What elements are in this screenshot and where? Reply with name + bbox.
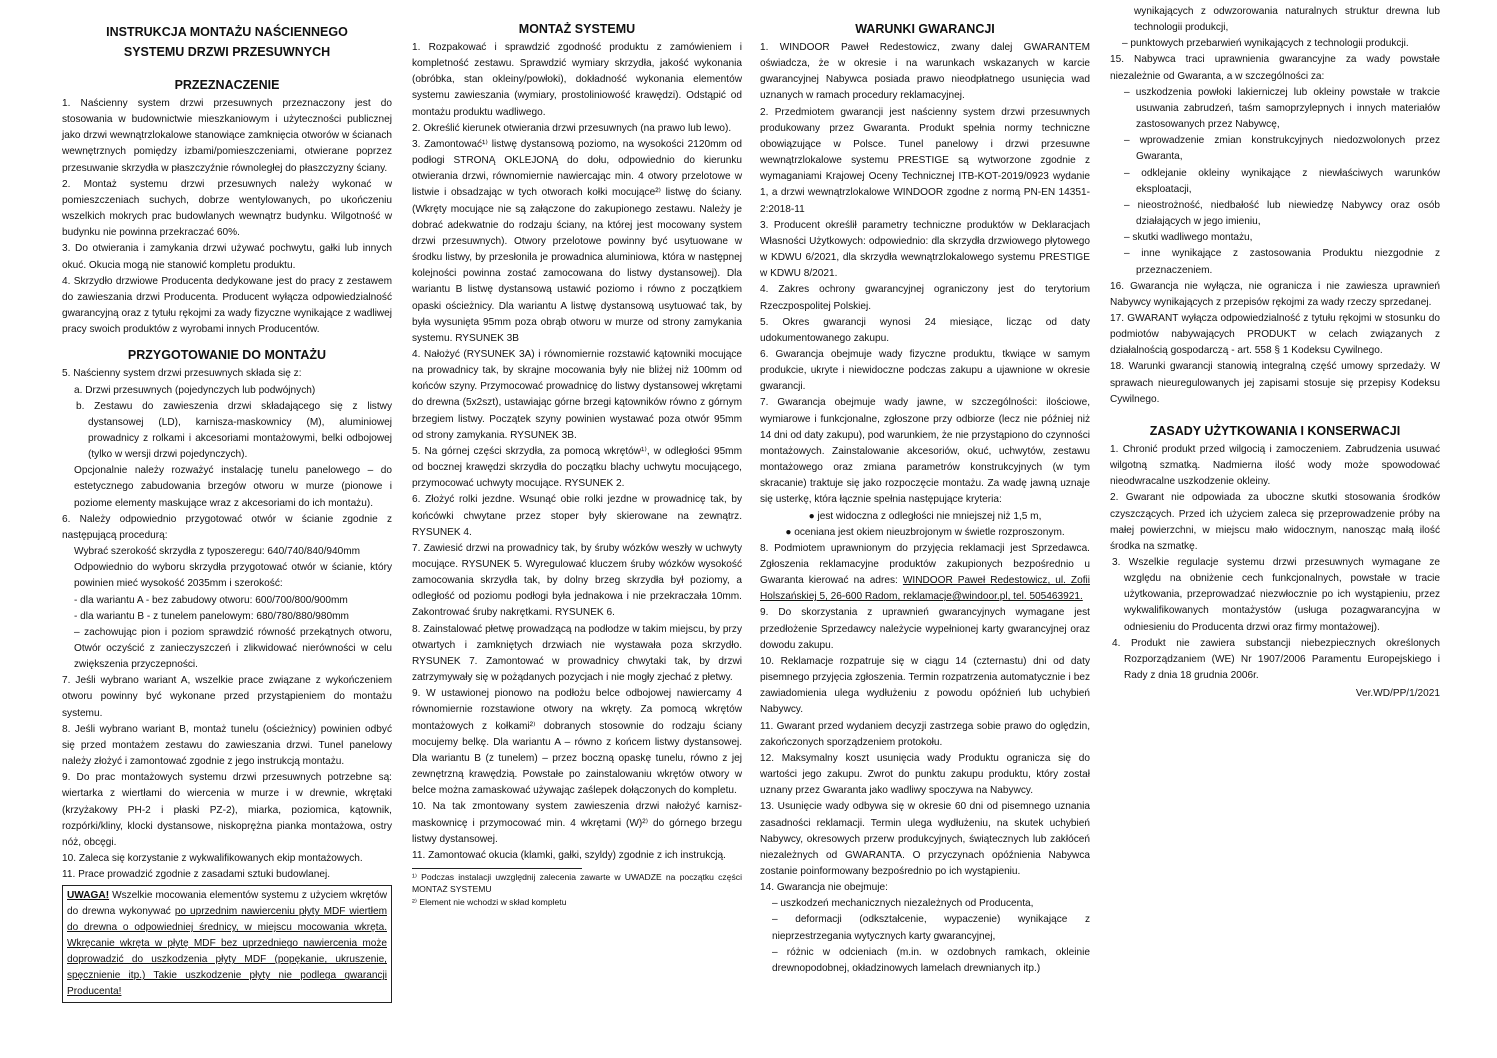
zasady-item-1: 1. Chronić produkt przed wilgocią i zamoczeniem. Zabrudzenia usuwać wilgotną szmatką. Nadmierna ilość wody może spowodować nieodwracalne uszkodzenie okleiny. — [1110, 443, 1440, 488]
montaz-item-5: 5. Na górnej części skrzydła, za pomocą wkrętów¹⁾, w odległości 95mm od bocznej krawędzi skrzydła do początku blachy uchwytu mocującego, przymocować uchwyty mocujące. RYSUNEK 2. — [412, 445, 742, 490]
przygotowanie-item-6-width: Wybrać szerokość skrzydła z typoszeregu: 640/740/840/940mm — [74, 546, 361, 558]
gwarancja-item-18: 18. Warunki gwarancji stanowią integralną część umowy sprzedaży. W sprawach nieuregulowanych jej zapisami stosuje się przepisy Kodeksu Cywilnego. — [1110, 361, 1440, 405]
przygotowanie-item-11: 11. Prace prowadzić zgodnie z zasadami sztuki budowlanej. — [62, 869, 331, 881]
loss-reason-3: – odklejanie okleiny wynikające z niewłaściwych warunków eksploatacji, — [1124, 167, 1440, 195]
heading-zasady: ZASADY UŻYTKOWANIA I KONSERWACJI — [1149, 423, 1401, 438]
gwarancja-item-1: 1. WINDOOR Paweł Redestowicz, zwany dalej GWARANTEM oświadcza, że w okresie i na warunkach wskazanych w karcie gwarancyjnej Nabywca posiada prawo nieodpłatnego usunięcia wad uznanych w ramach procedury reklamacyjnej. — [760, 42, 1090, 102]
przygotowanie-item-6: 6. Należy odpowiednio przygotować otwór w ścianie zgodnie z następującą procedurą: — [62, 513, 392, 541]
exclusion-2: – deformacji (odkształcenie, wypaczenie) wynikające z nieprzestrzegania wytycznych karty gwarancyjnej, — [772, 914, 1090, 942]
przygotowanie-item-5b: b. Zestawu do zawieszenia drzwi składającego się z listwy dystansowej (LD), karnisza-maskownicy (M), aluminiowej prowadnicy z rolkami i akcesoriami montażowymi, belki odbojowej (tylko w wersji drzwi pojedynczych). — [76, 400, 392, 461]
zasady-item-3: 3. Wszelkie regulacje systemu drzwi przesuwnych wymagane ze względu na obniżenie cech funkcjonalnych, powstałe w tracie użytkowania, przeprowadzać niezwłocznie po ich wystąpieniu, przez wykwalifikowanych montażystów (usługa pozagwarancyjna w odniesieniu do Producenta drzwi oraz firmy montażowej). — [1112, 557, 1440, 633]
przygotowanie-item-8: 8. Jeśli wybrano wariant B, montaż tunelu (ościeżnicy) powinien odbyć się przed montażem zestawu do zawieszania drzwi. Tunel panelowy należy złożyć i zamontować zgodnie z jego instrukcją montażu. — [62, 723, 392, 768]
przeznaczenie-item-1: 1. Naścienny system drzwi przesuwnych przeznaczony jest do stosowania w budownictwie mieszkaniowym i użyteczności publicznej jako drzwi wewnątrzlokalowe stanowiące zamknięcia otworów w ścianach wewnętrznych pomiędzy izbami/pomieszczeniami, otwierane poprzez przesuwanie skrzydła w płaszczyźnie równoległej do płaszczyzny ściany. — [62, 98, 392, 174]
zasady-item-2: 2. Gwarant nie odpowiada za uboczne skutki stosowania środków czyszczących. Przed ich użyciem zaleca się przeprowadzenie próby na małej powierzchni, w miejscu mało widocznym, nanosząc małą ilość środka na szmatkę. — [1110, 492, 1440, 552]
document-title-line-1: INSTRUKCJA MONTAŻU NAŚCIENNEGO — [106, 25, 348, 39]
warning-label: UWAGA! — [67, 890, 110, 902]
gwarancja-item-17: 17. GWARANT wyłącza odpowiedzialność z tytułu rękojmi w stosunku do podmiotów nabywających PRODUKT w celach związanych z działalnością gospodarczą - art. 558 § 1 Kodeksu Cywilnego. — [1110, 312, 1440, 357]
gwarancja-item-16: 16. Gwarancja nie wyłącza, nie ogranicza i nie zawiesza uprawnień Nabywcy wynikających z przepisów rękojmi za wady rzeczy sprzedanej. — [1110, 280, 1440, 308]
heading-montaz: MONTAŻ SYSTEMU — [518, 22, 636, 36]
gwarancja-item-15: 15. Nabywca traci uprawnienia gwarancyjne za wady powstałe niezależnie od Gwaranta, a w szczególności za: — [1110, 54, 1440, 82]
montaz-item-6: 6. Złożyć rolki jezdne. Wsunąć obie rolki jezdne w prowadnicę tak, by końcówki chwytane przez stoper były skierowane na zewnątrz. RYSUNEK 4. — [412, 494, 742, 538]
exclusion-3: – różnic w odcieniach (m.in. w ozdobnych ramkach, okleinie drewnopodobnej, okładzinowych lamelach drewnianych itp.) — [772, 946, 1090, 974]
warning-text-underlined: po uprzednim nawierceniu płyty MDF wiertłem do drewna o odpowiedniej średnicy, w miejscu mocowania wkręta. Wkręcanie wkręta w płytę MDF bez uprzedniego nawiercenia może doprowadzić do uszkodzenia płyty MDF (popękanie, ukruszenie, spęcznienie itp.) Takie uszkodzenie płyty nie podlega gwarancji Producenta! — [67, 906, 387, 998]
gwarancja-item-5: 5. Okres gwarancji wynosi 24 miesiące, licząc od daty udokumentowanego zakupu. — [760, 316, 1090, 344]
warning-box — [62, 885, 392, 1003]
gwarancja-item-12: 12. Maksymalny koszt usunięcia wady Produktu ogranicza się do wartości jego zakupu. Zwrot do punktu zakupu produktu, który został uznany przez Gwaranta jako wadliwy spoczywa na Nabywcy. — [760, 752, 1090, 797]
gwarancja-item-10: 10. Reklamacje rozpatruje się w ciągu 14 (czternastu) dni od daty pisemnego przyjęcia zgłoszenia. Termin rozpatrzenia automatycznie i bez zawiadomienia ulega wydłużeniu z powodu opóźnień lub uchybień Nabywcy. — [760, 655, 1090, 716]
montaz-item-3: 3. Zamontować¹⁾ listwę dystansową poziomo, na wysokości 2120mm od podłogi STRONĄ OKLEJONĄ do dołu, odpowiednio do kierunku otwierania drzwi, równomiernie nawiercając min. 4 otwory przelotowe w listwie i obsadzając w tych otworach kołki mocujące²⁾ listwę do ściany. (Wkręty mocujące nie są załączone do zakupionego zestawu. Należy je dobrać adekwatnie do rodzaju ściany, na której jest mocowany system drzwi przesuwnych). Otwory przelotowe powinny być usytuowane w środku listwy, by przesłonila je prowadnica aluminiowa, która w następnej kolejności powinna zostać zamocowana do listwy dystansowej). Dla wariantu B listwę dystansową ustawić poziomo i równo z początkiem opaski ościeżnicy. Dla wariantu A listwę dystansową usytuować tak, by była wysunięta 95mm poza obrąb otworu w murze od strony zamykania systemu. RYSUNEK 3B — [412, 138, 742, 344]
gwarancja-item-6: 6. Gwarancja obejmuje wady fizyczne produktu, tkwiące w samym produkcie, ukryte i niewidoczne podczas zakupu a ujawnione w okresie gwarancji. — [760, 348, 1090, 393]
version-label: Ver.WD/PP/1/2021 — [1355, 688, 1440, 700]
przygotowanie-item-5a: a. Drzwi przesuwnych (pojedynczych lub podwójnych) — [74, 384, 316, 396]
przeznaczenie-item-3: 3. Do otwierania i zamykania drzwi używać pochwytu, gałki lub innych okuć. Okucia mogą nie stanowić kompletu produktu. — [62, 243, 392, 271]
column-warunki-gwarancji — [760, 20, 1090, 977]
montaz-item-2: 2. Określić kierunek otwierania drzwi przesuwnych (na prawo lub lewo). — [412, 122, 732, 134]
gwarancja-item-11: 11. Gwarant przed wydaniem decyzji zastrzega sobie prawo do oględzin, zakończonych sporządzeniem protokołu. — [760, 720, 1090, 748]
przygotowanie-item-7: 7. Jeśli wybrano wariant A, wszelkie prace związane z wykończeniem otworu powinny być wykonane przed przystąpieniem do montażu systemu. — [62, 675, 392, 719]
loss-reason-6: – inne wynikające z zastosowania Produktu niezgodnie z przeznaczeniem. — [1124, 248, 1440, 276]
zasady-item-4: 4. Produkt nie zawiera substancji niebezpiecznych określonych Rozporządzaniem (WE) Nr 1907/2006 Paramentu Europejskiego i Rady z dnia 18 grudnia 2006r. — [1112, 637, 1440, 682]
loss-reason-2: – wprowadzenie zmian konstrukcyjnych niedozwolonych przez Gwaranta, — [1124, 135, 1440, 163]
footnote-2: ²⁾ Element nie wchodzi w skład kompletu — [412, 896, 567, 907]
przygotowanie-item-5-optional: Opcjonalnie należy rozważyć instalację tunelu panelowego – do estetycznego zabudowania brzegów otworu w murze (pionowe i poziome elementy maskujące wraz z akcesoriami do ich montażu). — [74, 465, 392, 509]
criteria-bullet-1: ● jest widoczna z odległości nie mniejszej niż 1,5 m, — [808, 510, 1042, 522]
montaz-item-8: 8. Zainstalować płetwę prowadzącą na podłodze w takim miejscu, by przy otwartych i zamkniętych drzwiach nie wystawała poza skrzydło. RYSUNEK 7. Zamontować w prowadnicy chwytaki tak, by drzwi zatrzymywały się w pożądanych pozycjach i nie mogły zjechać z płetwy. — [412, 623, 742, 684]
column-installation-intro — [62, 22, 392, 1003]
montaz-item-1: 1. Rozpakować i sprawdzić zgodność produktu z zamówieniem i kompletność zestawu. Sprawdzić wymiary skrzydła, jakość wykonania (obróbka, stan okleiny/powłoki), dokładność wykonania elementów systemu zawieszania (wymiary, prostoliniowość krawędzi). Odstąpić od montażu produktu wadliwego. — [412, 42, 742, 118]
montaz-item-4: 4. Nałożyć (RYSUNEK 3A) i równomiernie rozstawić kątowniki mocujące na prowadnicy tak, by skrajne mocowania były nie bliżej niż 100mm od końców szyny. Przymocować prowadnicę do listwy dystansowej wkrętami do drewna (5x2szt), ustawiając górne brzegi kątowników równo z górnym brzegiem listwy. Początek szyny powinien wystawać poza otwór 95mm od strony zamykania. RYSUNEK 3B. — [412, 348, 742, 441]
loss-reason-1: – uszkodzenia powłoki lakierniczej lub okleiny powstałe w trakcie usuwania zabrudzeń, taśm samoprzylepnych i innych materiałów zastosowanych przez Nabywcę, — [1124, 86, 1440, 131]
przeznaczenie-item-4: 4. Skrzydło drzwiowe Producenta dedykowane jest do pracy z zestawem do zawieszania drzwi Producenta. Producent wyłącza odpowiedzialność gwarancyjną oraz z tytułu rękojmi za wady fizyczne wynikające z wadliwej pracy swoich produktów z wyrobami innych Producentów. — [62, 275, 392, 336]
przygotowanie-item-5: 5. Naścienny system drzwi przesuwnych składa się z: — [62, 368, 302, 380]
gwarancja-item-14: 14. Gwarancja nie obejmuje: — [760, 882, 888, 894]
gwarancja-item-8-text: 8. Podmiotem uprawnionym do przyjęcia reklamacji jest Sprzedawca. Zgłoszenia reklamacyjne produktów zakupionych bezpośrednio u Gwaranta kierować na adres: — [760, 542, 1090, 587]
heading-przeznaczenie: PRZEZNACZENIE — [174, 78, 280, 92]
gwarancja-item-8 — [760, 541, 1090, 606]
heading-przygotowanie: PRZYGOTOWANIE DO MONTAŻU — [127, 348, 327, 363]
loss-reason-4: – nieostrożność, niedbałość lub niewiedzę Nabywcy oraz osób działających w jego imieniu, — [1124, 199, 1440, 228]
criteria-bullet-2: ● oceniana jest okiem nieuzbrojonym w świetle rozproszonym. — [785, 526, 1065, 538]
warranty-contact-link[interactable]: WINDOOR Paweł Redestowicz, ul. Zofii Holszańskiej 5, 26-600 Radom, reklamacje@windoor.pl, tel. 505463921. — [760, 575, 1090, 603]
heading-gwarancja: WARUNKI GWARANCJI — [855, 22, 995, 36]
montaz-item-11: 11. Zamontować okucia (klamki, gałki, szyldy) zgodnie z ich instrukcją. — [412, 849, 726, 861]
loss-reason-5: – skutki wadliwego montażu, — [1124, 232, 1253, 244]
gwarancja-item-4: 4. Zakres ochrony gwarancyjnej ograniczony jest do terytorium Rzeczpospolitej Polskiej. — [760, 284, 1090, 312]
przygotowanie-item-6-opening: Odpowiednio do wyboru skrzydła przygotować otwór w ścianie, który powinien mieć wysokość 2035mm i szerokość: — [74, 562, 392, 590]
gwarancja-item-13: 13. Usunięcie wady odbywa się w okresie 60 dni od pisemnego uznania zasadności reklamacji. Termin ulega wydłużeniu, na skutek uchybień Nabywcy, okresowych przerw produkcyjnych, świątecznych lub zakłóceń niezależnych od GWARANTA. O przyczynach opóźnienia Nabywca zostanie poinformowany bezpośrednio po ich wystąpieniu. — [760, 801, 1090, 877]
exclusion-3-cont: wynikających z odwzorowania naturalnych struktur drewna lub technologii produkcji, — [1134, 6, 1440, 34]
przygotowanie-item-9: 9. Do prac montażowych systemu drzwi przesuwnych potrzebne są: wiertarka z wiertłami do wiercenia w murze i w drewnie, wkrętaki (krzyżakowy PH-2 i płaski PZ-2), miarka, poziomica, kątownik, rozpórki/kliny, klocki dystansowe, niskoprężna pianka montażowa, ostry nóż, obcęgi. — [62, 772, 392, 848]
exclusion-4: – punktowych przebarwień wynikających z technologii produkcji. — [1122, 38, 1409, 50]
przygotowanie-item-6-check: – zachowując pion i poziom sprawdzić równość przekątnych otworu, Otwór oczyścić z zanieczyszczeń i zlikwidować nierówności w celu zwiększenia przyczepności. — [74, 626, 392, 671]
gwarancja-item-7: 7. Gwarancja obejmuje wady jawne, w szczególności: ilościowe, wymiarowe i funkcjonalne, zgłoszone przy odbiorze (lecz nie później niż 14 dni od daty zakupu), pod warunkiem, że nie przystąpiono do czynności montażowych. Zainstalowanie akcesoriów, okuć, uchwytów, zestawu montażowego oraz zmiana parametrów konstrukcyjnych (w tym skracanie) traktuje się jako rozpoczęcie montażu. Za wadę jawną uznaje się usterkę, która łącznie spełnia następujące kryteria: — [760, 397, 1090, 506]
document-title-line-2: SYSTEMU DRZWI PRZESUWNYCH — [123, 45, 331, 59]
przygotowanie-item-6-variant-b: - dla wariantu B - z tunelem panelowym: 680/780/880/980mm — [74, 610, 349, 622]
footnotes — [412, 868, 742, 908]
footnote-1: ¹⁾ Podczas instalacji uwzględnij zalecenia zawarte w UWADZE na początku części MONTAŻ SYSTEMU — [412, 871, 742, 895]
gwarancja-item-2: 2. Przedmiotem gwarancji jest naścienny system drzwi przesuwnych produkowany przez Gwaranta. Produkt spełnia normy techniczne obowiązujące w Polsce. Tunel panelowy i drzwi przesuwne wewnątrzlokalowe systemu PRESTIGE są wytworzone zgodnie z wymaganiami Krajowej Oceny Technicznej ITB-KOT-2019/0923 wydanie 1, a drzwi wewnątrzlokalowe WINDOOR zgodne z normą PN-EN 14351-2:2018-11 — [760, 106, 1090, 215]
warning-text-plain: Wszelkie mocowania elementów systemu z użyciem wkrętów do drewna wykonywać — [67, 890, 387, 918]
column-gwarancja-cd-i-konserwacja — [1110, 4, 1440, 702]
montaz-item-10: 10. Na tak zmontowany system zawieszenia drzwi nałożyć karnisz-maskownicę i przymocować min. 4 wkrętami (W)²⁾ do górnego brzegu listwy dystansowej. — [412, 801, 742, 845]
przygotowanie-item-10: 10. Zaleca się korzystanie z wykwalifikowanych ekip montażowych. — [62, 853, 363, 865]
montaz-item-9: 9. W ustawionej pionowo na podłożu belce odbojowej nawiercamy 4 równomiernie rozstawione otwory na wkręty. Za pomocą wkrętów montażowych z kołkami²⁾ dobranych stosownie do rodzaju ściany mocujemy belkę. Dla wariantu A – równo z końcem listwy dystansowej. Dla wariantu B (z tunelem) – przez boczną opaskę tunelu, równo z jej zewnętrzną krawędzią. Powstałe po zainstalowaniu wkrętów otwory w belce można zamaskować używając zaślepek dołączonych do kompletu. — [412, 688, 742, 797]
montaz-item-7: 7. Zawiesić drzwi na prowadnicy tak, by śruby wózków weszły w uchwyty mocujące. RYSUNEK 5. Wyregulować kluczem śruby wózków wysokość zamocowania skrzydła tak, by dolny brzeg skrzydła był poziomy, a odległość od poziomu podłogi była jednakowa i nie przekraczała 10mm. Zakontrować śruby nakrętkami. RYSUNEK 6. — [412, 542, 742, 619]
column-montaz-systemu — [412, 20, 742, 908]
exclusion-1: – uszkodzeń mechanicznych niezależnych od Producenta, — [772, 898, 1034, 910]
gwarancja-item-3: 3. Producent określił parametry techniczne produktów w Deklaracjach Własności Użytkowych: odpowiednio: dla skrzydła drzwiowego płytowego w KDWU 6/2021, dla skrzydła wewnątrzlokalowego systemu PRESTIGE w KDWU 8/2021. — [760, 219, 1090, 280]
przygotowanie-item-6-variant-a: - dla wariantu A - bez zabudowy otworu: 600/700/800/900mm — [74, 594, 348, 606]
gwarancja-item-9: 9. Do skorzystania z uprawnień gwarancyjnych wymagane jest przedłożenie Sprzedawcy należycie wypełnionej karty gwarancyjnej oraz dowodu zakupu. — [760, 607, 1090, 651]
przeznaczenie-item-2: 2. Montaż systemu drzwi przesuwnych należy wykonać w pomieszczeniach suchych, dobrze wentylowanych, po ukończeniu wszelkich mokrych prac budowlanych wewnątrz budynku. Wilgotność w budynku nie powinna przekraczać 60%. — [62, 178, 392, 239]
